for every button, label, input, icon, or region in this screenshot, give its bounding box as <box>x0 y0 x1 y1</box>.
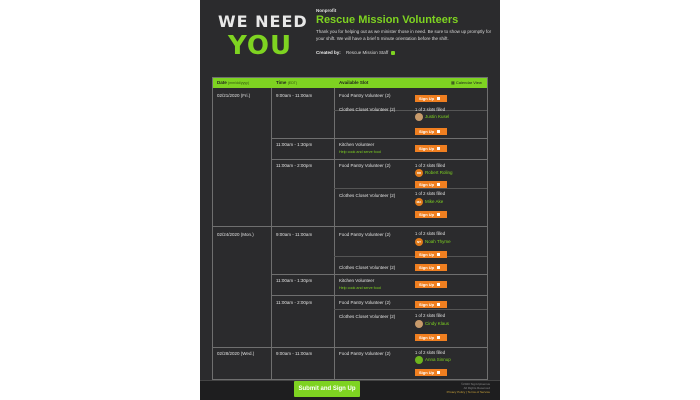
slots-filled: 1 of 2 slots filled <box>415 350 446 355</box>
table-header <box>213 78 487 88</box>
hero-banner <box>200 0 500 75</box>
checkbox-icon <box>437 183 440 186</box>
slot-name: Kitchen Volunteer <box>339 142 375 147</box>
slot-name: Clothes Closet Volunteer (2) <box>339 265 396 270</box>
avatar: RR <box>416 171 422 175</box>
sign-up-button[interactable]: Sign Up <box>415 95 447 102</box>
time-cell: 9:00am - 11:00am <box>276 232 313 237</box>
col-slot: Available Slot <box>339 80 369 85</box>
sign-up-button[interactable]: Sign Up <box>415 334 447 341</box>
slot-name: Kitchen Volunteer <box>339 278 375 283</box>
date-cell: 02/21/2020 (Fri.) <box>217 93 251 98</box>
slot-note: Help cook and serve food <box>339 150 381 154</box>
time-cell: 9:00am - 11:00am <box>276 93 313 98</box>
footer-links[interactable]: Privacy Policy | Terms of Service <box>446 390 490 394</box>
page-description: Thank you for helping out as we minister those in need. Be sure to show up promptly for your shift. We will have a brief 5 minute orientation before the shift. <box>316 29 492 41</box>
slot-note: Help cook and serve food <box>339 286 381 290</box>
slots-filled: 1 of 2 slots filled <box>415 163 446 168</box>
created-by <box>316 50 395 55</box>
page-title: Rescue Mission Volunteers <box>316 14 459 26</box>
avatar <box>415 113 423 121</box>
sign-up-button[interactable]: Sign Up <box>415 145 447 152</box>
checkbox-icon <box>437 336 440 339</box>
sign-up-button[interactable]: Sign Up <box>415 251 447 258</box>
volunteer-name: RR Robert Roling <box>416 170 453 176</box>
hero-line-2: YOU <box>228 31 293 61</box>
signup-table <box>212 77 488 380</box>
sign-up-button[interactable]: Sign Up <box>415 181 447 188</box>
checkbox-icon <box>437 213 440 216</box>
slot-name: Clothes Closet Volunteer (2) <box>339 107 396 112</box>
slot-name: Food Pantry Volunteer (2) <box>339 300 391 305</box>
slot-name: Clothes Closet Volunteer (2) <box>339 314 396 319</box>
sign-up-button[interactable]: Sign Up <box>415 211 447 218</box>
volunteer-name: Anna Sinnup <box>415 356 451 364</box>
submit-button[interactable]: Submit and Sign Up <box>294 381 360 397</box>
grid-line <box>334 88 335 380</box>
col-time: Time (EDT) <box>276 80 298 85</box>
grid-line <box>213 347 487 348</box>
checkbox-icon <box>437 130 440 133</box>
time-cell: 11:00am - 2:00pm <box>276 300 313 305</box>
date-cell: 02/28/2020 (Wed.) <box>217 351 255 356</box>
grid-line <box>334 188 487 189</box>
slot-name: Food Pantry Volunteer (2) <box>339 232 391 237</box>
time-cell: 9:00am - 11:00am <box>276 351 313 356</box>
hero-line-1: WE NEED <box>218 12 308 31</box>
slot-name: Food Pantry Volunteer (2) <box>339 351 391 356</box>
avatar <box>415 320 423 328</box>
created-by-label: Created by: <box>316 50 341 55</box>
checkbox-icon <box>437 266 440 269</box>
time-cell: 11:00am - 1:30pm <box>276 142 313 147</box>
avatar <box>415 356 423 364</box>
sign-up-button[interactable]: Sign Up <box>415 128 447 135</box>
sign-up-button[interactable]: Sign Up <box>415 281 447 288</box>
sign-up-button[interactable]: Sign Up <box>415 301 447 308</box>
slot-name: Clothes Closet Volunteer (2) <box>339 193 396 198</box>
sign-up-button[interactable]: Sign Up <box>415 369 447 376</box>
avatar: MA <box>416 200 422 204</box>
checkbox-icon <box>437 253 440 256</box>
checkbox-icon <box>437 371 440 374</box>
volunteer-name: Justin Kusel <box>415 113 449 121</box>
message-icon[interactable] <box>391 51 395 55</box>
slots-filled: 1 of 2 slots filled <box>415 107 446 112</box>
grid-line <box>213 226 487 227</box>
avatar: NT <box>417 240 421 244</box>
grid-line <box>271 138 487 139</box>
grid-line <box>271 159 487 160</box>
copyright-line-1: ©2020 SignUpGenius <box>460 382 490 386</box>
volunteer-name: MA Mike Ake <box>416 199 444 205</box>
volunteer-name: NT Noah Thyme <box>417 239 451 245</box>
grid-line <box>271 88 272 380</box>
grid-line <box>334 256 487 257</box>
col-date: Date (mm/dd/yyyy) <box>217 80 250 85</box>
sign-up-button[interactable]: Sign Up <box>415 264 447 271</box>
grid-line <box>271 295 487 296</box>
copyright-line-2: All Rights Reserved <box>463 386 490 390</box>
grid-line <box>271 274 487 275</box>
checkbox-icon <box>437 303 440 306</box>
grid-line <box>334 309 487 310</box>
slot-name: Food Pantry Volunteer (2) <box>339 93 391 98</box>
time-cell: 11:00am - 1:30pm <box>276 278 313 283</box>
calendar-view-link[interactable]: ▦ Calendar View <box>451 80 482 85</box>
slot-name: Food Pantry Volunteer (2) <box>339 163 391 168</box>
category-label: Nonprofit <box>316 8 337 13</box>
signup-board <box>200 0 500 400</box>
slots-filled: 1 of 2 slots filled <box>415 313 446 318</box>
checkbox-icon <box>437 147 440 150</box>
date-cell: 02/24/2020 (Mon.) <box>217 232 254 237</box>
checkbox-icon <box>437 97 440 100</box>
footer-copyright <box>447 382 490 394</box>
volunteer-name: Cindy Klaus <box>415 320 449 328</box>
created-by-name[interactable]: Rescue Mission Staff <box>346 50 389 55</box>
checkbox-icon <box>437 283 440 286</box>
slots-filled: 1 of 2 slots filled <box>415 191 446 196</box>
calendar-icon: ▦ <box>451 80 455 85</box>
time-cell: 11:00am - 2:00pm <box>276 163 313 168</box>
slots-filled: 1 of 2 slots filled <box>415 231 446 236</box>
